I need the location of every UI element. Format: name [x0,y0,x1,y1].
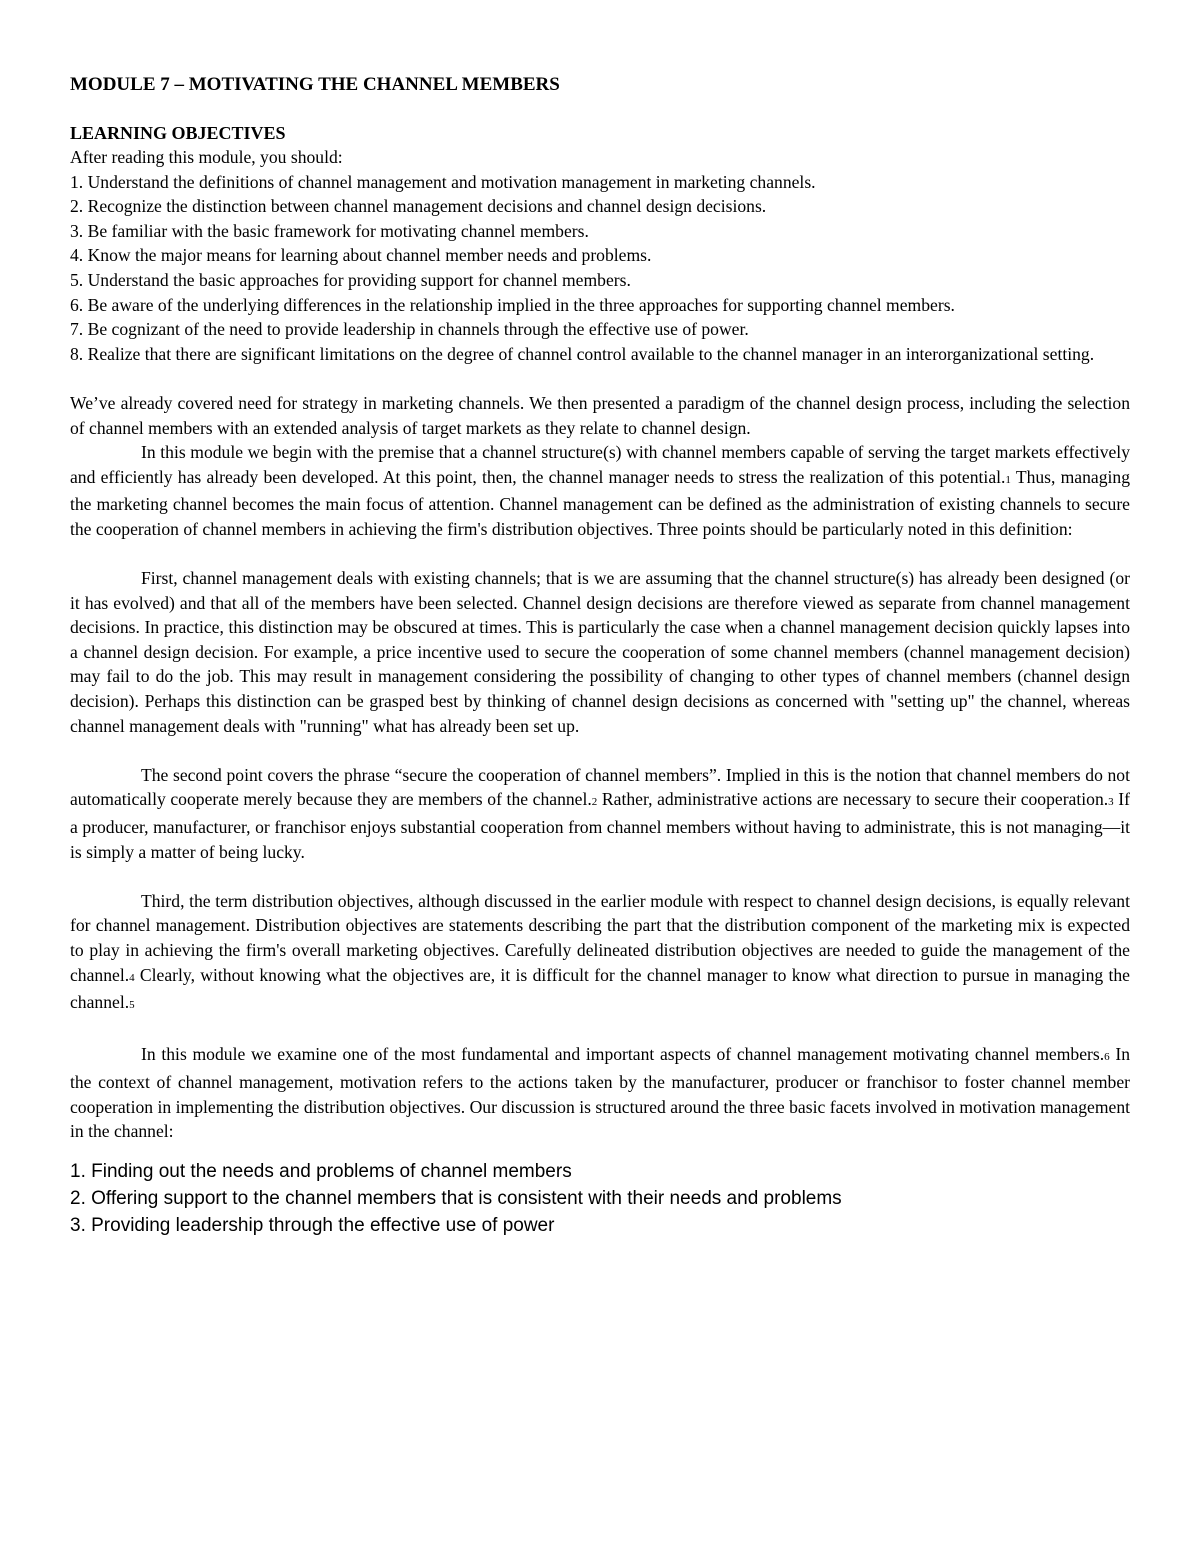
document-page [70,72,1130,1239]
footnote-marker: 4 [129,971,135,984]
second-text-c: If a producer, manufacturer, or franchisor enjoys substantial cooperation from channel members without having to administrate, this is not managing—it is simply a matter of being lucky. [70,789,1130,862]
facet-item: 2. Offering support to the channel members that is consistent with their needs and problems [70,1187,842,1209]
premise-paragraph [70,440,1130,541]
objective-item: 2. Recognize the distinction between channel management decisions and channel design decisions. [70,196,767,217]
facet-item: 1. Finding out the needs and problems of channel members [70,1160,572,1182]
premise-text-b: Thus, managing the marketing channel becomes the main focus of attention. Channel management can be defined as the administration of existing channels to secure the cooperation of channel members in achieving the firm's distribution objectives. Three points should be particularly noted in this definition: [70,466,1130,539]
paragraph-gap [70,366,1130,391]
examine-text-b: In the context of channel management, motivation refers to the actions taken by the manufacturer, producer or franchisor to foster channel member cooperation in implementing the distribution objectives. Our discussion is structured around the three basic facets involved in motivation management in the channel: [70,1044,1130,1142]
premise-text-a: In this module we begin with the premise that a channel structure(s) with channel members capable of serving the target markets effectively and efficiently has already been developed. At this point, then, the channel manager needs to stress the realization of this potential. [70,442,1130,487]
objective-item: 8. Realize that there are significant limitations on the degree of channel control available to the channel manager in an interorganizational setting. [70,343,1095,364]
objective-item: 7. Be cognizant of the need to provide leadership in channels through the effective use of power. [70,319,749,340]
footnote-marker: 6 [1104,1051,1110,1064]
objective-item: 1. Understand the definitions of channel management and motivation management in marketing channels. [70,171,816,192]
facets-list [70,1158,1130,1239]
objective-item: 6. Be aware of the underlying differences in the relationship implied in the three approaches for supporting channel members. [70,294,955,315]
third-text-b: Clearly, without knowing what the objectives are, it is difficult for the channel manager to know what direction to pursue in managing the channel. [70,964,1130,1013]
objectives-intro: After reading this module, you should: [70,147,343,167]
third-point-paragraph [70,889,1130,1018]
second-text-a: The second point covers the phrase “secure the cooperation of channel members”. Implied in this is the notion that channel members do not automatically cooperate merely because they are members of the channel. [70,764,1130,810]
objective-item: 5. Understand the basic approaches for providing support for channel members. [70,269,631,290]
second-point-paragraph [70,763,1130,864]
third-text-a: Third, the term distribution objectives, although discussed in the earlier module with respect to channel design decisions, is equally relevant for channel management. Distribution objectives are statements describing the part that the distribution component of the marketing mix is expected to play in achieving the firm's overall marketing objectives. Carefully delineated distribution objectives are needed to guide the management of the channel. [70,890,1130,985]
examine-paragraph [70,1042,1130,1143]
paragraph-gap [70,1018,1130,1043]
footnote-marker: 5 [129,999,135,1012]
objective-item: 3. Be familiar with the basic framework for motivating channel members. [70,220,589,241]
second-text-b: Rather, administrative actions are necessary to secure their cooperation. [597,789,1109,810]
footnote-marker: 3 [1108,796,1114,809]
paragraph-gap [70,864,1130,889]
facet-item: 3. Providing leadership through the effective use of power [70,1214,555,1236]
module-title: MODULE 7 – MOTIVATING THE CHANNEL MEMBERS [70,74,560,95]
intro-paragraph: We’ve already covered need for strategy in marketing channels. We then presented a paradigm of the channel design process, including the selection of channel members with an extended analysis of target markets as they relate to channel design. [70,392,1130,438]
objective-item: 4. Know the major means for learning about channel member needs and problems. [70,245,652,266]
first-point-paragraph: First, channel management deals with existing channels; that is we are assuming that the channel structure(s) has already been designed (or it has evolved) and that all of the members have been selected. Channel design decisions are therefore viewed as separate from channel management decisions. In practice, this distinction may be obscured at times. This is particularly the case when a channel management decision quickly lapses into a channel design decision. For example, a price incentive used to secure the cooperation of some channel members (channel management decision) may fail to do the job. This may result in management considering the possibility of changing to other types of channel members (channel design decision). Perhaps this distinction can be grasped best by thinking of channel design decisions as concerned with "setting up" the channel, whereas channel management deals with "running" what has already been set up. [70,568,1130,736]
examine-text-a: In this module we examine one of the most fundamental and important aspects of channel management motivating channel members. [141,1044,1105,1065]
paragraph-gap [70,542,1130,567]
paragraph-gap [70,738,1130,763]
footnote-marker: 2 [591,796,598,809]
footnote-marker: 1 [1005,473,1011,486]
learning-objectives-heading: LEARNING OBJECTIVES [70,123,286,143]
